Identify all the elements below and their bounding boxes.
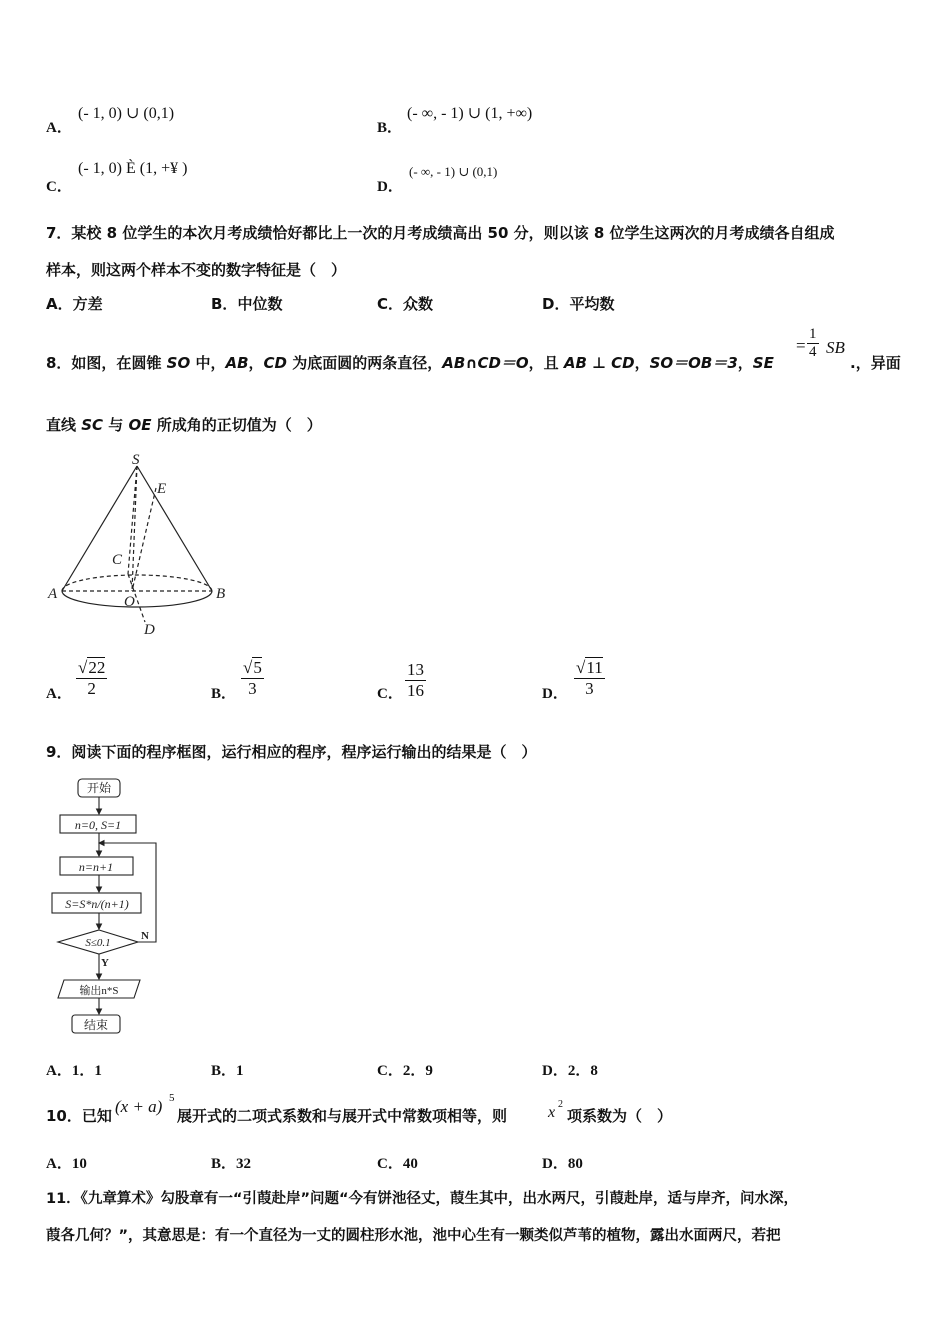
fraction-denominator: 4 (809, 344, 817, 360)
option-text: 32 (236, 1156, 252, 1172)
question-7-line-2: 样本，则这两个样本不变的数字特征是（ ） (46, 261, 347, 279)
fraction-numerator: √22 (78, 658, 106, 677)
math-var: SC (81, 416, 104, 434)
option-text: 众数 (403, 295, 434, 313)
yes-label: Y (101, 957, 109, 969)
option (377, 293, 433, 314)
option-d-fraction (574, 658, 605, 699)
base-front-arc (62, 591, 212, 607)
question-8-line-1 (46, 352, 774, 373)
option (211, 1152, 251, 1173)
label-a: A (48, 586, 58, 602)
fraction-denominator: 2 (87, 679, 96, 698)
option-label: A． (46, 120, 72, 136)
cone-edge-right (137, 466, 212, 591)
option-text: 40 (402, 1156, 418, 1172)
fraction-numerator: 1 (809, 326, 817, 342)
math-expr: SO＝OB＝3 (649, 354, 738, 372)
cone-figure (40, 450, 240, 640)
question-10-suffix: 项系数为（ ） (567, 1107, 673, 1125)
text-run: 所成角的正切值为（ ） (151, 416, 322, 434)
cone-edge-left (62, 466, 137, 591)
math-var: SB (826, 338, 845, 357)
option-label: C． (377, 295, 404, 313)
label-o: O (124, 594, 135, 610)
option-label: B． (211, 295, 238, 313)
option-math: (- ∞, - 1) ∪ (1, +∞) (407, 105, 533, 122)
condition-label: S≤0.1 (85, 937, 111, 949)
text-run: 与 (103, 416, 129, 434)
end-label: 结束 (83, 1018, 109, 1032)
option-label: A． (46, 1063, 72, 1079)
math-expr: AB∩CD＝O (442, 354, 529, 372)
option (377, 1152, 418, 1173)
fraction-numerator: √11 (576, 658, 603, 677)
step1-label: n=n+1 (78, 860, 114, 874)
fraction-denominator: 3 (248, 679, 257, 698)
option-label: D． (542, 686, 568, 702)
option (46, 293, 103, 314)
option-label: C． (377, 686, 403, 702)
text-run: 直线 (46, 416, 82, 434)
base-back-arc (62, 575, 212, 591)
question-8-line-2 (46, 414, 322, 435)
fraction-denominator: 3 (585, 679, 594, 698)
radicand: 5 (253, 658, 262, 677)
option-text: 2．9 (402, 1063, 433, 1079)
option (211, 1059, 244, 1080)
option-b-fraction (241, 658, 264, 699)
option-label: B． (211, 1063, 237, 1079)
option (377, 1059, 433, 1080)
question-10-body: 展开式的二项式系数和与展开式中常数项相等，则 (177, 1107, 508, 1125)
radicand: 22 (88, 658, 106, 677)
line-sc (128, 466, 137, 574)
radicand: 11 (586, 658, 603, 677)
option (211, 293, 282, 314)
option-label: B． (377, 120, 403, 136)
question-7-line-1: 7．某校 8 位学生的本次月考成绩恰好都比上一次的月考成绩高出 50 分，则以该 8 位学生这两次的月考成绩各自组成 (46, 224, 835, 242)
option-label: A． (46, 686, 72, 702)
math-expr: AB ⊥ CD (563, 354, 635, 372)
start-label: 开始 (86, 781, 112, 795)
math-var: x (548, 1104, 556, 1121)
option-math: (- 1, 0) ∪ (0,1) (78, 105, 175, 122)
text-run: ， (634, 354, 650, 372)
option-text: 80 (567, 1156, 583, 1172)
text-run: .，异面 (850, 354, 901, 372)
math-exponent: 2 (558, 1099, 563, 1110)
math-var: AB (225, 354, 249, 372)
binomial-expression: (x + a) (115, 1097, 163, 1116)
question-11-line-1: 11．《九章算术》勾股章有一“引葭赴岸”问题“今有饼池径丈，葭生其中，出水两尺，引葭赴岸，适与岸齐，问水深， (46, 1191, 799, 1207)
option-label: D． (542, 1063, 568, 1079)
option-c-fraction (405, 660, 426, 701)
text-run: ， (248, 354, 264, 372)
math-var: OE (128, 416, 152, 434)
label-c: C (112, 552, 123, 568)
option-math: (- 1, 0) È (1, +¥ ) (78, 160, 188, 177)
option-text: 中位数 (237, 295, 283, 313)
math-var: SE (752, 354, 774, 372)
option-text: 1．1 (71, 1063, 102, 1079)
binomial-exponent: 5 (169, 1092, 175, 1104)
option (542, 1152, 583, 1173)
fraction-numerator: 13 (407, 660, 424, 679)
fraction-one-quarter (807, 326, 819, 361)
math-var: SO (166, 354, 191, 372)
fraction-numerator: √5 (243, 658, 262, 677)
option-label: D． (542, 295, 570, 313)
option (542, 293, 614, 314)
no-label: N (141, 930, 149, 942)
text-run: ，且 (528, 354, 564, 372)
option-text: 1 (236, 1063, 244, 1079)
option-text: 方差 (72, 295, 103, 313)
option-label: C． (377, 1063, 403, 1079)
option-text: 10 (71, 1156, 87, 1172)
option-text: 2．8 (567, 1063, 598, 1079)
option-label: D． (542, 1156, 568, 1172)
text-run: 8．如图，在圆锥 (46, 354, 167, 372)
option-text: 平均数 (569, 295, 615, 313)
text-run: 为底面圆的两条直径， (287, 354, 443, 372)
option-label: A． (46, 1156, 72, 1172)
label-e: E (157, 481, 167, 497)
init-label: n=0, S=1 (74, 818, 122, 832)
step2-label: S=S*n/(n+1) (65, 897, 129, 911)
math-var: CD (263, 354, 287, 372)
option-a-fraction (76, 658, 107, 699)
question-9-stem: 9．阅读下面的程序框图，运行相应的程序，程序运行输出的结果是（ ） (46, 743, 537, 761)
equals-sign: = (796, 336, 806, 355)
option (46, 1059, 102, 1080)
flowchart (50, 775, 170, 1037)
question-10-prefix: 10．已知 (46, 1107, 112, 1125)
label-b: B (216, 586, 226, 602)
output-label: 输出n*S (79, 985, 119, 997)
option-label: C． (46, 179, 72, 195)
question-11-line-2: 葭各几何？”，其意思是：有一个直径为一丈的圆柱形水池，池中心生有一颗类似芦苇的植物，露出水面两尺，若把 (46, 1228, 781, 1244)
fraction-denominator: 16 (407, 681, 424, 700)
option (542, 1059, 598, 1080)
label-s: S (132, 452, 140, 468)
option-label: C． (377, 1156, 403, 1172)
label-d: D (144, 622, 155, 638)
option-label: D． (377, 179, 403, 195)
option-label: B． (211, 686, 237, 702)
option-label: B． (211, 1156, 237, 1172)
text-run: 中， (190, 354, 226, 372)
option-label: A． (46, 295, 73, 313)
text-run: ， (737, 354, 753, 372)
option (46, 1152, 87, 1173)
option-math: (- ∞, - 1) ∪ (0,1) (409, 164, 498, 179)
